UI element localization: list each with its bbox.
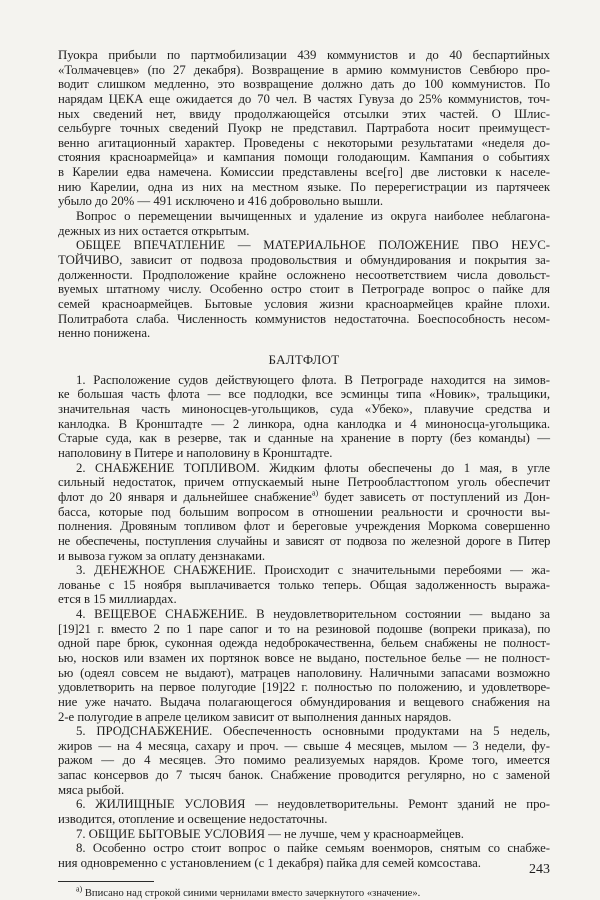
text-line: сельбурге точных сведений Пуокр не представил. Партработа носит преимущест- xyxy=(58,121,550,136)
text-line: наполовину в Питере и наполовину в Кронштадте. xyxy=(58,446,333,461)
text-line: ния одновременно с установлением (с 1 декабря) пайка для семей комсостава. xyxy=(58,855,481,870)
footnote-reference: a) xyxy=(311,488,319,498)
text-line: 7. ОБЩИЕ БЫТОВЫЕ УСЛОВИЯ — не лучше, чем у красноармейцев. xyxy=(76,826,464,841)
text-line: венно агитационный характер. Проведены с некоторыми результатами «неделя до- xyxy=(58,135,550,150)
text-line: 1. Расположение судов действующего флота. В Петрограде находится на зимов- xyxy=(76,372,550,387)
item-3-money-supply xyxy=(58,563,550,607)
text-line: ью (одеял совсем не выдают), матрацев наполовину. Наличными запасами возможно xyxy=(58,665,550,680)
text-segment: будет зависеть от поступлений из Дон- xyxy=(318,489,550,504)
text-line: жиров — на 4 месяца, сахару и проч. — свыше 4 месяцев, мылом — 3 недели, фу- xyxy=(58,738,550,753)
text-segment: флот до 20 января и дальнейшее снабжение xyxy=(58,489,312,504)
text-line: лованье с 15 ноября выплачивается только теперь. Общая задолженность выража- xyxy=(58,577,550,592)
text-line: удовлетворить на первое полугодие [19]22 г. полностью по положению, и удовлетворе- xyxy=(58,680,550,695)
text-line: ется в 15 миллиардах. xyxy=(58,592,177,607)
text-line: 6. ЖИЛИЩНЫЕ УСЛОВИЯ — неудовлетворительны. Ремонт зданий не про- xyxy=(76,797,550,812)
text-line: изводится, отопление и освещение недостаточны. xyxy=(58,812,328,827)
text-line: Вопрос о перемещении вычищенных и удаление из округа наиболее неблагона- xyxy=(76,209,550,224)
text-line: Политработа слаба. Численность коммунистов недостаточна. Боеспособность несом- xyxy=(58,311,550,326)
text-line: долженности. Продположение крайне осложнено несоответствием числа довольст- xyxy=(58,267,550,282)
paragraph-relocation xyxy=(58,209,550,238)
text-line: убыло до 20% — 491 исключено и 416 добровольно вышли. xyxy=(58,194,384,209)
text-line: сильный недостаток, причем отпускаемый ныне Петрообласттопом уголь обеспечит xyxy=(58,475,550,490)
text-line: значительная часть миноносцев-угольщиков, суда «Убеко», плавучие средства и xyxy=(58,402,550,417)
footnote xyxy=(58,884,550,900)
item-7-living-conditions xyxy=(58,827,550,842)
item-6-housing xyxy=(58,797,550,826)
item-1-ship-locations xyxy=(58,373,550,461)
text-line: ОБЩЕЕ ВПЕЧАТЛЕНИЕ — МАТЕРИАЛЬНОЕ ПОЛОЖЕНИЕ ПВО НЕУС- xyxy=(76,238,550,253)
item-8-family-rations xyxy=(58,841,550,870)
text-line: «Толмачевцев» (по 27 декабря). Возвращение в армию коммунистов Севбюро про- xyxy=(58,62,550,77)
section-heading-baltflot: БАЛТФЛОТ xyxy=(268,351,340,367)
footnote-text: Вписано над строкой синими чернилами вместо зачеркнутого «значение». xyxy=(82,887,421,899)
text-line: не обеспечены, поступления случайны и зависят от подвоза по железной дороге в Питер xyxy=(58,533,550,548)
text-line: одной паре брюк, суконная одежда недоброкачественна, бельем снабжены не полност- xyxy=(58,636,550,651)
text-line: [19]21 г. вместо 2 по 1 паре сапог и то на резиновой подошве (вопреки приказа), по xyxy=(58,621,550,636)
text-line-with-footnote-ref xyxy=(58,490,550,505)
text-line: семей красноармейцев. Бытовые условия жизни красноармейцев крайне плохи. xyxy=(58,296,550,311)
text-line: 2-е полугодие в апреле целиком зависит от выполнения данных нарядов. xyxy=(58,709,452,724)
text-line: 3. ДЕНЕЖНОЕ СНАБЖЕНИЕ. Происходит с значительными перебоями — жа- xyxy=(76,563,550,578)
text-line: ние уже начато. Выдача полагающегося обмундирования и вещевого снабжения на xyxy=(58,694,550,709)
footnote-divider xyxy=(58,881,154,882)
text-line: нарядам ЦЕКА еще ожидается до 70 чел. В частях Гувуза до 25% коммунистов, точ- xyxy=(58,91,550,106)
text-line: 4. ВЕЩЕВОЕ СНАБЖЕНИЕ. В неудовлетворительном состоянии — выдано за xyxy=(76,607,550,622)
text-line: канлодка. В Кронштадте — 2 линкора, одна канлодка и 4 миноносца-угольщика. xyxy=(58,416,550,431)
paragraph-partmobilization xyxy=(58,48,550,209)
text-line: мяса рыбой. xyxy=(58,782,125,797)
text-line: полнения. Дровяным топливом флот и береговые учреждения Моркома совершенно xyxy=(58,519,550,534)
text-line: ражом — до 4 месяцев. Это помимо реализуемых нарядов. Кроме того, имеется xyxy=(58,753,550,768)
text-line: запас консервов до 7 тысяч банок. Снабжение проводится регулярно, но с заменой xyxy=(58,768,550,783)
item-4-clothing-supply xyxy=(58,607,550,724)
text-line: басса, которые под большим вопросом в отношении реальности и срочности вы- xyxy=(58,504,550,519)
text-line: ненно понижена. xyxy=(58,326,151,341)
document-page xyxy=(58,48,550,900)
text-line: 2. СНАБЖЕНИЕ ТОПЛИВОМ. Жидким флоты обеспечены до 1 мая, в угле xyxy=(76,460,550,475)
text-line: вуемых штатному числу. Особенно остро стоит в Петрограде вопрос о пайке для xyxy=(58,282,550,297)
item-2-fuel-supply xyxy=(58,461,550,563)
text-line: водит слишком медленно, это возвращение должно дать до 100 коммунистов. По xyxy=(58,77,550,92)
page-number: 243 xyxy=(529,862,550,877)
item-5-food-supply xyxy=(58,724,550,797)
text-line: ке большая часть флота — все подлодки, все эсминцы типа «Новик», тральщики, xyxy=(58,387,550,402)
text-line: ТОЙЧИВО, зависит от подвоза продовольствия и обмундирования и покрытия за- xyxy=(58,252,550,267)
text-line: ных сведений нет, ввиду продолжающейся отсылки этих частей. О Шлис- xyxy=(58,106,550,121)
text-line: Пуокра прибыли по партмобилизации 439 коммунистов и до 40 беспартийных xyxy=(58,48,550,62)
text-line: дежных из них остается открытым. xyxy=(58,223,250,238)
text-line: 5. ПРОДСНАБЖЕНИЕ. Обеспеченность основными продуктами на 5 недель, xyxy=(76,724,550,739)
text-line: нию Карелии, одна из них на местном языке. По перерегистрации из партячеек xyxy=(58,179,550,194)
text-line: в Карелии едва намечена. Комиссии представлены все[го] две листовки к населе- xyxy=(58,165,550,180)
text-line: ью, носков или взамен их портянок вовсе не выдано, постельное белье — не полност- xyxy=(58,650,550,665)
text-line: стояния красноармейца» и кампания помощи голодающим. Кампания о событиях xyxy=(58,150,550,165)
text-line: и вывоза гужом за оплату дензнаками. xyxy=(58,548,266,563)
paragraph-general-impression xyxy=(58,238,550,340)
text-line: 8. Особенно остро стоит вопрос о пайке семьям военморов, снятым со снабже- xyxy=(76,841,550,856)
footnote-mark: a) xyxy=(76,884,83,894)
text-line: Старые суда, как в резерве, так и сданные на хранение в порту (без команды) — xyxy=(58,431,550,446)
